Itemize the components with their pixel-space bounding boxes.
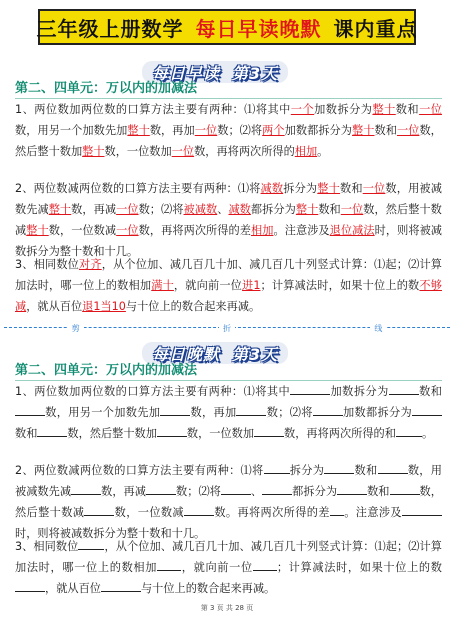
fill-blank[interactable] (330, 503, 344, 516)
evening-badge-day: 第3天 (232, 344, 279, 364)
text: 数，再加 (190, 406, 237, 419)
morning-paragraph-1 (15, 99, 442, 162)
text: 数和 (318, 203, 341, 216)
fill-blank[interactable] (290, 382, 330, 395)
answer: 减数 (228, 203, 251, 216)
text: ，从个位加、减几百几十加、减几百几十列竖式计算：⑴起；⑵计算加法时，哪一位上的数相加 (15, 258, 442, 292)
fill-blank[interactable] (253, 558, 277, 571)
text: ；计算减法时，如果十位上的数 (260, 279, 420, 292)
fill-blank[interactable] (84, 503, 114, 516)
fill-blank[interactable] (15, 579, 45, 592)
answer: 整十 (352, 124, 375, 137)
answer: 整十 (317, 182, 340, 195)
text: 。注意涉及 (273, 224, 330, 237)
text: 2、两位数减两位数的口算方法主要有两种：⑴将 (15, 464, 264, 477)
answer: 被减数 (183, 203, 218, 216)
evening-badge-title: 每日晚默 (152, 344, 221, 364)
text: ；计算减法时，如果十位上的数 (276, 561, 442, 574)
text: 数，再将两次所得的和 (284, 427, 396, 440)
text: 数，再减 (101, 485, 146, 498)
morning-section-title: 第二、四单元：万以内的加减法 (15, 80, 442, 99)
text: 数，一位数减 (114, 506, 184, 519)
text: ，从个位加、减几百几十加、减几百几十列竖式计算：⑴起；⑵计算加法时，哪一位上的数相加 (15, 540, 442, 574)
evening-paragraph-3 (15, 536, 442, 599)
fill-blank[interactable] (184, 503, 214, 516)
fill-blank[interactable] (412, 403, 442, 416)
cut-line (0, 321, 454, 335)
text: 与十位上的数合起来再减。 (140, 582, 276, 595)
text: 数和 (15, 427, 38, 440)
text: 数；⑵将 (266, 406, 313, 419)
text: 3、相同数位 (15, 258, 80, 271)
text: 拆分为 (289, 464, 325, 477)
text: 数，用被减数先减 (15, 182, 442, 216)
text: 数和 (354, 464, 378, 477)
text: 数。再将两次所得的差 (213, 506, 330, 519)
fill-blank[interactable] (402, 503, 442, 516)
fill-blank[interactable] (15, 403, 45, 416)
text: 数，一位数加 (104, 145, 172, 158)
fill-blank[interactable] (101, 579, 141, 592)
answer: 整十 (26, 224, 49, 237)
text: 数；⑵将 (138, 203, 184, 216)
answer: 一位 (116, 203, 139, 216)
evening-paragraph-1 (15, 381, 442, 444)
fill-blank[interactable] (221, 482, 251, 495)
answer: 退位减法 (329, 224, 375, 237)
evening-paragraph-2 (15, 460, 442, 544)
evening-badge (142, 342, 288, 364)
fill-blank[interactable] (78, 537, 104, 550)
answer: 一位 (194, 124, 218, 137)
answer: 整十 (48, 203, 72, 216)
text: 数和 (374, 124, 397, 137)
text: 数，一位数加 (186, 427, 255, 440)
title-banner (38, 9, 416, 45)
fill-blank[interactable] (264, 461, 290, 474)
answer: 减数 (260, 182, 284, 195)
text: 数，然后整十数加 (67, 427, 157, 440)
answer: 相加 (251, 224, 274, 237)
text: 2、两位数减两位数的口算方法主要有两种：⑴将 (15, 182, 261, 195)
text: 加数都拆分为 (342, 406, 412, 419)
fill-blank[interactable] (254, 424, 284, 437)
text: 数，再将两次所得的差 (138, 224, 251, 237)
banner-topic: 课内重点 (333, 16, 418, 41)
text: 与十位上的数合起来再减。 (125, 300, 261, 313)
fill-blank[interactable] (37, 424, 67, 437)
banner-subject: 三年级上册数学 (36, 16, 184, 41)
answer: 两个 (262, 124, 285, 137)
fill-blank[interactable] (71, 482, 101, 495)
answer: 一位 (396, 124, 420, 137)
evening-section-title: 第二、四单元：万以内的加减法 (15, 362, 442, 381)
text: ，就向前一位 (181, 561, 253, 574)
text: 数，一位数减 (48, 224, 117, 237)
text: 时，则将被减数拆分为整十数和十几。 (15, 224, 442, 258)
text: 、 (217, 203, 229, 216)
answer: 一位 (340, 203, 364, 216)
fill-blank[interactable] (324, 461, 354, 474)
text: 。 (317, 145, 329, 158)
answer: 整十 (127, 124, 150, 137)
text: 数；⑵将 (217, 124, 263, 137)
text: 数，然后整十数减 (15, 485, 442, 519)
text: 数，用另一个加数先加 (15, 124, 128, 137)
answer: 满十 (151, 279, 174, 292)
fill-blank[interactable] (146, 482, 176, 495)
fill-blank[interactable] (157, 424, 187, 437)
text: 数，再将两次所得的 (194, 145, 295, 158)
page-footer: 第 3 页 共 28 页 (200, 604, 254, 612)
text: 数和 (367, 485, 390, 498)
answer: 不够减 (15, 279, 442, 313)
cut-label: 剪 (68, 323, 84, 334)
fill-blank[interactable] (236, 403, 266, 416)
text: 拆分为 (283, 182, 318, 195)
fill-blank[interactable] (389, 382, 419, 395)
text: 时，则将被减数拆分为整十数和十几。 (15, 527, 206, 540)
text: 加数拆分为 (330, 385, 389, 398)
morning-badge-title: 每日早读 (152, 63, 221, 83)
answer: 一位 (419, 103, 442, 116)
text: 数；⑵将 (176, 485, 221, 498)
text: 加数都拆分为 (284, 124, 353, 137)
text: ，就向前一位 (173, 279, 243, 292)
text: 加数拆分为 (314, 103, 373, 116)
fold-label: 折 (219, 323, 235, 334)
answer: 一个 (290, 103, 315, 116)
text: 。 (421, 427, 434, 440)
answer: 退1当10 (82, 300, 126, 313)
fill-blank[interactable] (157, 558, 181, 571)
fill-blank[interactable] (262, 482, 292, 495)
text: 数，然后整十数减 (15, 203, 442, 237)
text: 1、两位数加两位数的口算方法主要有两种：⑴将其中 (15, 103, 291, 116)
answer: 整十 (82, 145, 105, 158)
answer: 相加 (294, 145, 318, 158)
answer: 一位 (171, 145, 195, 158)
text: 、 (250, 485, 263, 498)
fill-blank[interactable] (337, 482, 367, 495)
morning-paragraph-3 (15, 254, 442, 317)
answer: 对齐 (79, 258, 102, 271)
fill-blank[interactable] (396, 424, 422, 437)
banner-series: 每日早读晚默 (195, 16, 322, 41)
fill-blank[interactable] (313, 403, 343, 416)
answer: 整十 (295, 203, 319, 216)
text: 数，再加 (149, 124, 195, 137)
text: ，就从百位 (45, 582, 101, 595)
fill-blank[interactable] (160, 403, 190, 416)
text: 3、相同数位 (15, 540, 79, 553)
text: ，就从百位 (26, 300, 83, 313)
text: 数和 (395, 103, 420, 116)
answer: 一位 (116, 224, 139, 237)
text: 数，然后整十数加 (15, 124, 442, 158)
answer: 进1 (242, 279, 261, 292)
text: 都拆分为 (250, 203, 296, 216)
text: 数和 (418, 385, 442, 398)
answer: 一位 (362, 182, 386, 195)
text: 数，再减 (71, 203, 117, 216)
morning-paragraph-2 (15, 178, 442, 262)
line-label: 线 (370, 323, 386, 334)
text: 1、两位数加两位数的口算方法主要有两种：⑴将其中 (15, 385, 291, 398)
fill-blank[interactable] (390, 482, 420, 495)
text: 。注意涉及 (343, 506, 402, 519)
morning-badge-day: 第3天 (232, 63, 279, 83)
answer: 整十 (372, 103, 396, 116)
fill-blank[interactable] (378, 461, 408, 474)
text: 数和 (339, 182, 363, 195)
text: 数，用另一个加数先加 (45, 406, 161, 419)
text: 都拆分为 (292, 485, 338, 498)
text: 数，用被减数先减 (15, 464, 442, 498)
